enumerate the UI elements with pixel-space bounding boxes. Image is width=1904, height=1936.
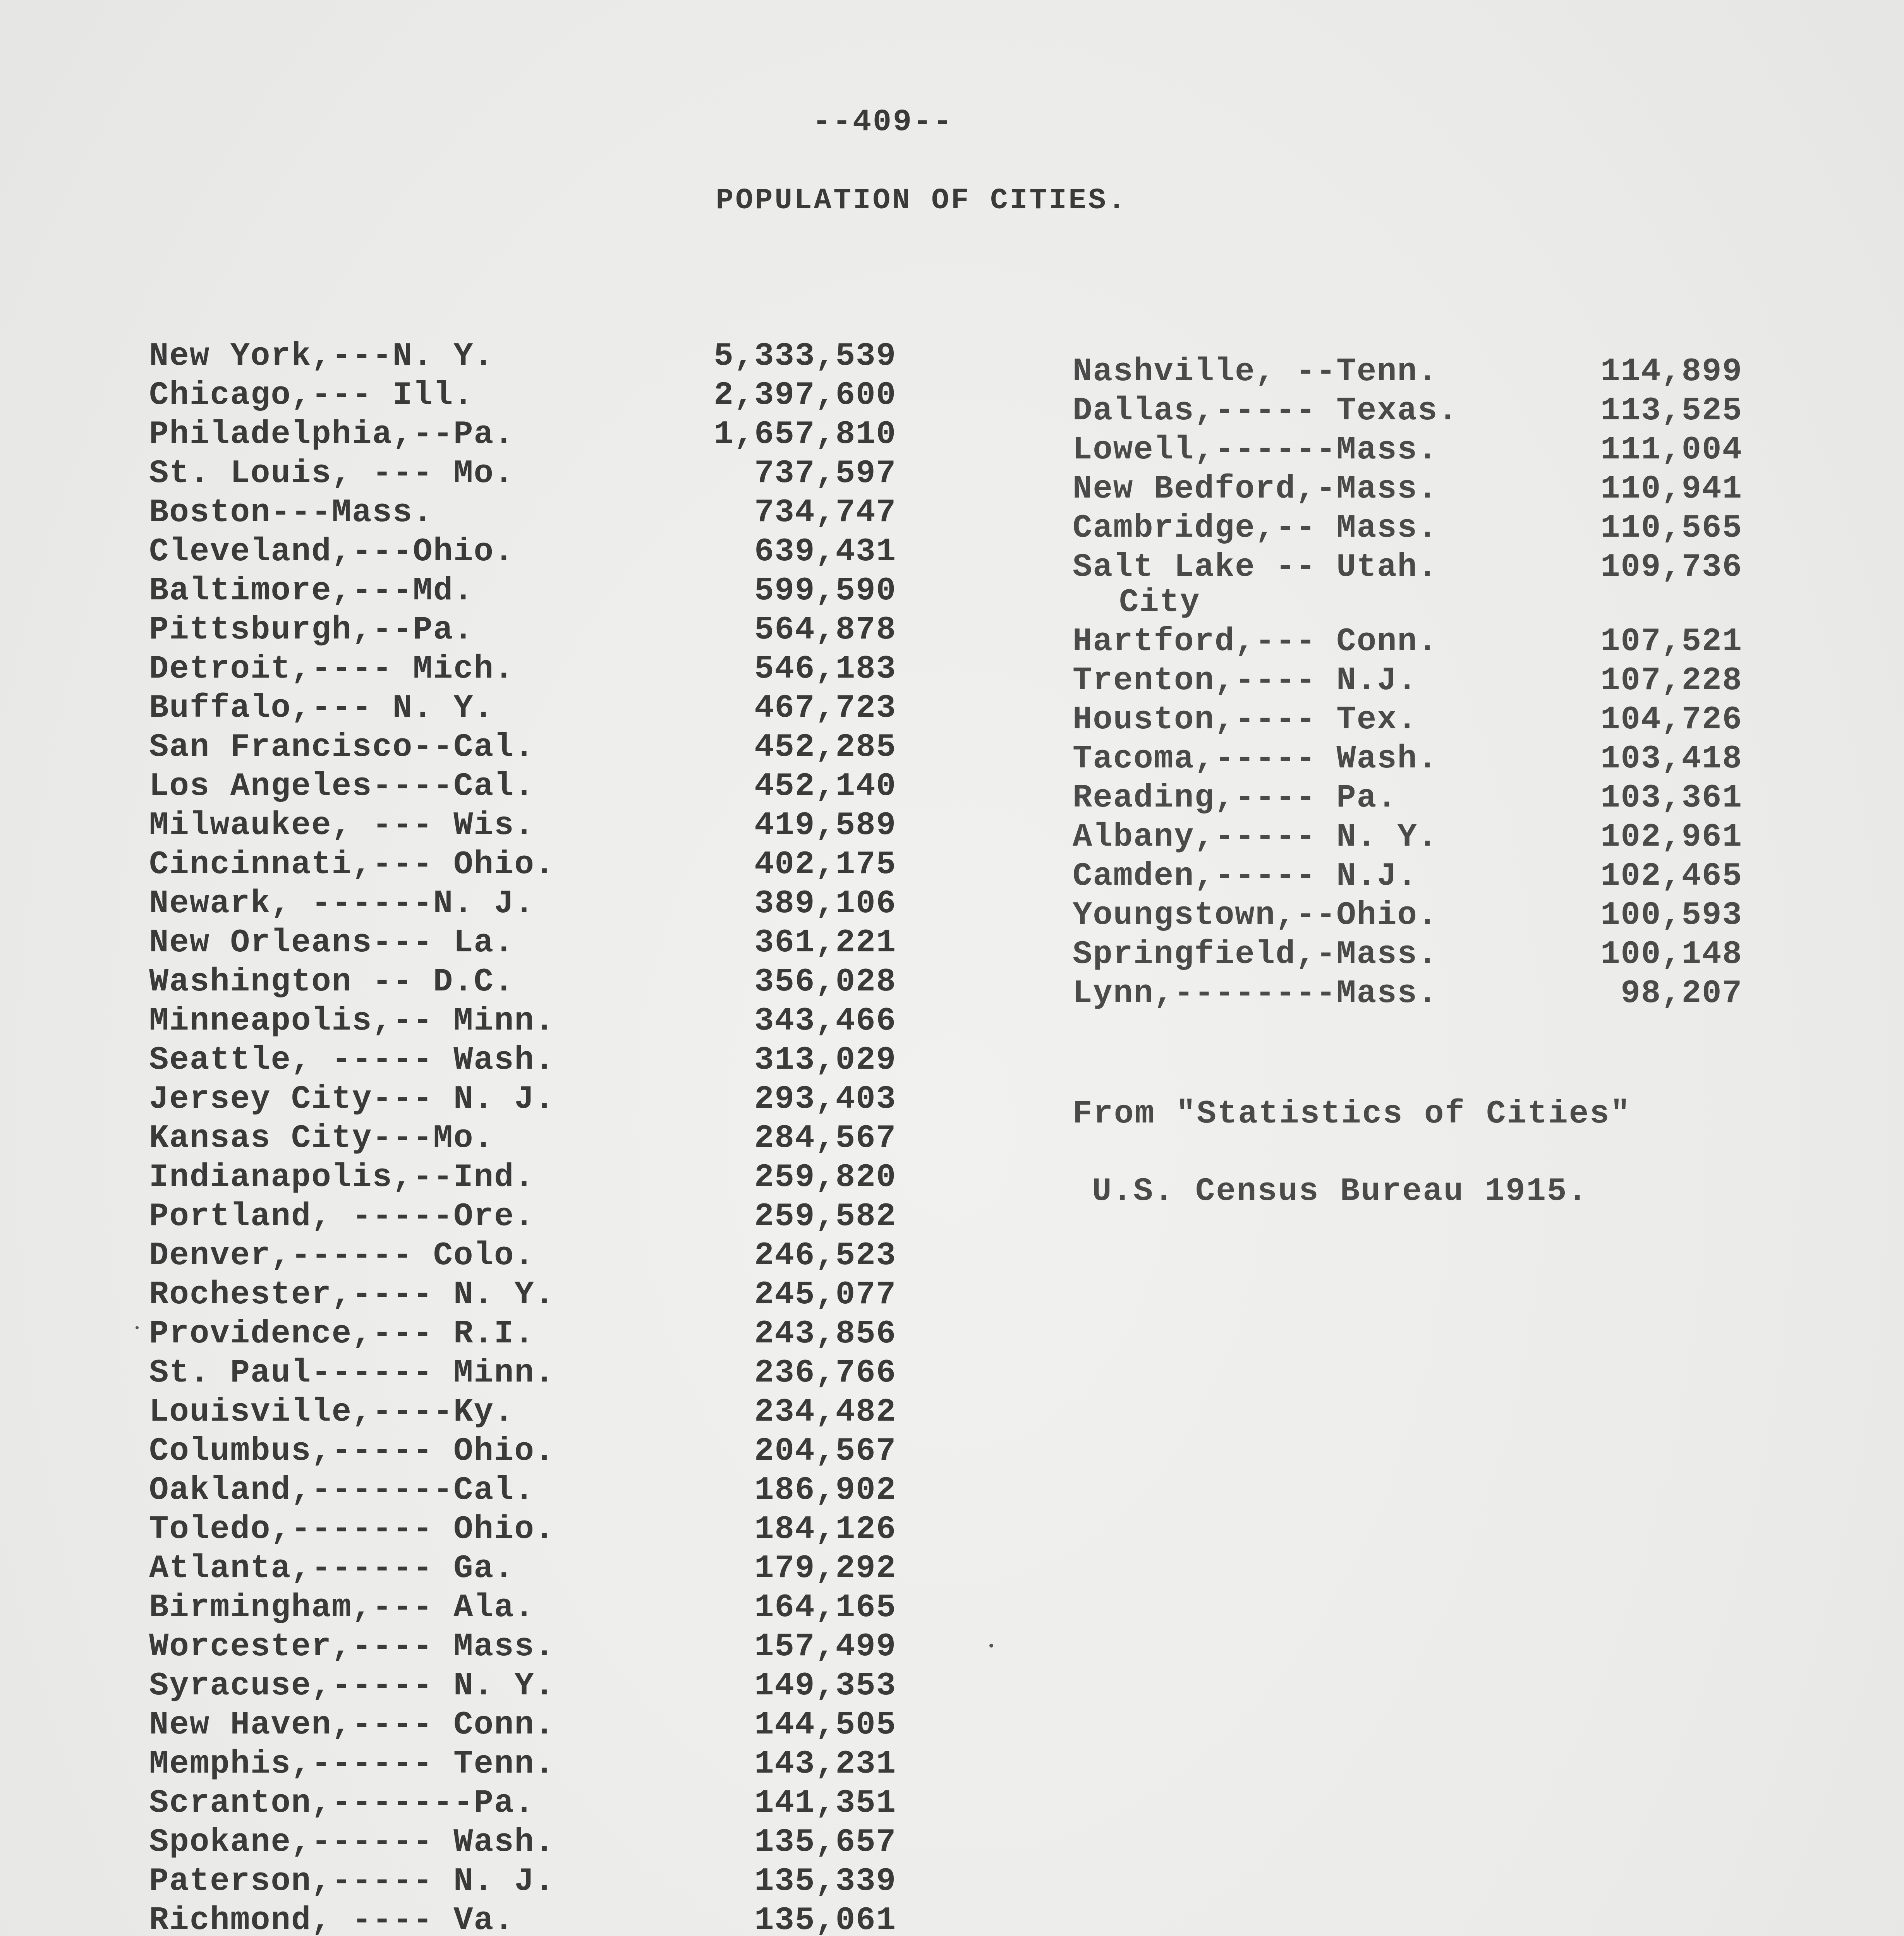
city-name: St. Louis, --- Mo. (149, 455, 515, 492)
city-row (149, 1002, 896, 1041)
city-name: Cambridge,-- Mass. (1073, 510, 1438, 547)
city-population: 109,736 (1600, 549, 1743, 586)
ink-speck (989, 1644, 993, 1648)
city-name: Portland, -----Ore. (149, 1198, 535, 1235)
city-name: Atlanta,------ Ga. (149, 1550, 515, 1587)
city-name: New Bedford,-Mass. (1073, 471, 1438, 508)
city-name: New Haven,---- Conn. (149, 1707, 555, 1744)
city-row (149, 884, 896, 923)
city-name: Philadelphia,--Pa. (149, 416, 515, 453)
city-row (149, 1823, 896, 1862)
city-population: 356,028 (754, 964, 896, 1001)
city-name: Rochester,---- N. Y. (149, 1277, 555, 1313)
city-population: 184,126 (754, 1511, 896, 1548)
city-name: Buffalo,--- N. Y. (149, 690, 494, 727)
city-row (1073, 857, 1743, 896)
city-name: Pittsburgh,--Pa. (149, 612, 474, 649)
city-population: 259,820 (754, 1159, 896, 1196)
city-population: 467,723 (754, 690, 896, 727)
city-name: Chicago,--- Ill. (149, 377, 474, 414)
city-row (149, 1588, 896, 1627)
city-row (149, 923, 896, 963)
city-row (149, 1745, 896, 1784)
city-population: 259,582 (754, 1198, 896, 1235)
city-name: Providence,--- R.I. (149, 1316, 535, 1352)
city-population: 245,077 (754, 1277, 896, 1313)
city-name: Nashville, --Tenn. (1073, 354, 1438, 390)
city-name: Springfield,-Mass. (1073, 936, 1438, 973)
city-population: 343,466 (754, 1003, 896, 1040)
city-population: 103,418 (1600, 741, 1743, 777)
city-name: Reading,---- Pa. (1073, 780, 1398, 817)
city-population: 104,726 (1600, 702, 1743, 738)
city-name: Denver,------ Colo. (149, 1237, 535, 1274)
city-row (1073, 935, 1743, 974)
city-population: 599,590 (754, 573, 896, 609)
city-name: Jersey City--- N. J. (149, 1081, 555, 1118)
city-name: Spokane,------ Wash. (149, 1824, 555, 1861)
city-name: St. Paul------ Minn. (149, 1355, 555, 1392)
city-name: Minneapolis,-- Minn. (149, 1003, 555, 1040)
city-row (149, 1706, 896, 1745)
city-name: Newark, ------N. J. (149, 886, 535, 922)
city-name: Birmingham,--- Ala. (149, 1589, 535, 1626)
city-row (1073, 818, 1743, 857)
city-name: Salt Lake -- Utah. (1073, 549, 1438, 586)
city-row (149, 767, 896, 806)
city-name: New York,---N. Y. (149, 338, 494, 375)
city-row (149, 1471, 896, 1510)
city-row (1073, 661, 1743, 700)
city-name: Lynn,--------Mass. (1073, 975, 1438, 1012)
city-population: 361,221 (754, 925, 896, 961)
city-row (149, 650, 896, 689)
city-row (149, 493, 896, 532)
city-row (1073, 391, 1743, 431)
city-population: 243,856 (754, 1316, 896, 1352)
city-population: 157,499 (754, 1629, 896, 1665)
city-row (1073, 509, 1743, 548)
city-name: Los Angeles----Cal. (149, 768, 535, 805)
city-population: 2,397,600 (714, 377, 896, 414)
city-name: Columbus,----- Ohio. (149, 1433, 555, 1470)
city-population: 293,403 (754, 1081, 896, 1118)
city-row (149, 1197, 896, 1236)
city-population: 204,567 (754, 1433, 896, 1470)
city-row (149, 337, 896, 376)
city-row (149, 611, 896, 650)
city-name: Hartford,--- Conn. (1073, 623, 1438, 660)
city-row (149, 376, 896, 415)
page-number: --409-- (812, 105, 954, 140)
city-name: San Francisco--Cal. (149, 729, 535, 766)
city-population: 734,747 (754, 494, 896, 531)
city-name: Memphis,------ Tenn. (149, 1746, 555, 1783)
city-name: Indianapolis,--Ind. (149, 1159, 535, 1196)
city-row (149, 689, 896, 728)
city-population: 143,231 (754, 1746, 896, 1783)
city-row (1073, 700, 1743, 740)
city-row (149, 1275, 896, 1315)
city-name: Albany,----- N. Y. (1073, 819, 1438, 856)
city-name: Kansas City---Mo. (149, 1120, 494, 1157)
city-population: 141,351 (754, 1785, 896, 1822)
city-name: Camden,----- N.J. (1073, 858, 1418, 895)
city-row (149, 1393, 896, 1432)
city-population: 313,029 (754, 1042, 896, 1079)
city-row (1073, 622, 1743, 661)
city-name: Louisville,----Ky. (149, 1394, 515, 1431)
city-name: Paterson,----- N. J. (149, 1863, 555, 1900)
city-population: 113,525 (1600, 393, 1743, 429)
city-row (149, 1315, 896, 1354)
city-name: Toledo,------- Ohio. (149, 1511, 555, 1548)
city-row (149, 806, 896, 845)
city-row (149, 1549, 896, 1588)
city-name: Scranton,-------Pa. (149, 1785, 535, 1822)
city-population: 179,292 (754, 1550, 896, 1587)
city-row (1073, 779, 1743, 818)
city-row (149, 963, 896, 1002)
city-population: 389,106 (754, 886, 896, 922)
city-population: 284,567 (754, 1120, 896, 1157)
city-population: 5,333,539 (714, 338, 896, 375)
left-population-column (149, 337, 896, 1936)
city-row (149, 1354, 896, 1393)
city-name: Baltimore,---Md. (149, 573, 474, 609)
city-row (149, 532, 896, 572)
city-row (1073, 896, 1743, 935)
city-row (149, 1041, 896, 1080)
city-name: Dallas,----- Texas. (1073, 393, 1458, 429)
city-population: 419,589 (754, 807, 896, 844)
city-row (149, 1667, 896, 1706)
city-name: Cincinnati,--- Ohio. (149, 846, 555, 883)
city-row (1073, 470, 1743, 509)
city-population: 234,482 (754, 1394, 896, 1431)
source-publisher: U.S. Census Bureau 1915. (1092, 1173, 1588, 1210)
city-name: Washington -- D.C. (149, 964, 515, 1001)
city-name: Boston---Mass. (149, 494, 433, 531)
city-population: 144,505 (754, 1707, 896, 1744)
city-population: 135,657 (754, 1824, 896, 1861)
city-population: 135,061 (754, 1902, 896, 1936)
city-name: Detroit,---- Mich. (149, 651, 515, 688)
city-row (149, 1158, 896, 1197)
city-row (149, 1901, 896, 1936)
city-population: 111,004 (1600, 432, 1743, 469)
city-row (1073, 548, 1743, 622)
city-population: 1,657,810 (714, 416, 896, 453)
city-row (149, 1432, 896, 1471)
city-population: 102,465 (1600, 858, 1743, 895)
city-population: 110,941 (1600, 471, 1743, 508)
city-name: Syracuse,----- N. Y. (149, 1668, 555, 1704)
city-row (149, 1784, 896, 1823)
city-population: 102,961 (1600, 819, 1743, 856)
city-name: Oakland,-------Cal. (149, 1472, 535, 1509)
city-row (1073, 974, 1743, 1013)
city-population: 100,593 (1600, 897, 1743, 934)
city-population: 246,523 (754, 1237, 896, 1274)
city-name: Trenton,---- N.J. (1073, 662, 1418, 699)
city-population: 452,285 (754, 729, 896, 766)
city-name: Seattle, ----- Wash. (149, 1042, 555, 1079)
city-population: 135,339 (754, 1863, 896, 1900)
page-title: POPULATION OF CITIES. (716, 184, 1128, 217)
ink-speck (136, 1326, 139, 1329)
city-population: 737,597 (754, 455, 896, 492)
city-row (1073, 431, 1743, 470)
city-population: 107,228 (1600, 662, 1743, 699)
city-population: 100,148 (1600, 936, 1743, 973)
city-name: Lowell,------Mass. (1073, 432, 1438, 469)
city-name: Youngstown,--Ohio. (1073, 897, 1438, 934)
source-citation: From "Statistics of Cities" (1073, 1096, 1631, 1133)
city-row (149, 1862, 896, 1901)
city-row (149, 415, 896, 454)
city-population: 103,361 (1600, 780, 1743, 817)
city-name: Houston,---- Tex. (1073, 702, 1418, 738)
city-row (149, 1510, 896, 1549)
city-row (149, 728, 896, 767)
city-population: 98,207 (1621, 975, 1743, 1012)
city-population: 452,140 (754, 768, 896, 805)
city-row (149, 1080, 896, 1119)
city-population: 186,902 (754, 1472, 896, 1509)
city-population: 110,565 (1600, 510, 1743, 547)
city-name: Tacoma,----- Wash. (1073, 741, 1438, 777)
city-population: 107,521 (1600, 623, 1743, 660)
city-name-continuation: City (1119, 584, 1200, 621)
city-name: Worcester,---- Mass. (149, 1629, 555, 1665)
right-population-column (1073, 352, 1743, 1013)
city-population: 402,175 (754, 846, 896, 883)
city-name: Milwaukee, --- Wis. (149, 807, 535, 844)
city-population: 149,353 (754, 1668, 896, 1704)
city-row (149, 1236, 896, 1275)
city-population: 639,431 (754, 534, 896, 570)
city-population: 564,878 (754, 612, 896, 649)
city-row (149, 454, 896, 493)
city-name: Richmond, ---- Va. (149, 1902, 515, 1936)
city-row (1073, 352, 1743, 391)
city-row (149, 572, 896, 611)
city-name: New Orleans--- La. (149, 925, 515, 961)
city-population: 546,183 (754, 651, 896, 688)
city-population: 164,165 (754, 1589, 896, 1626)
city-row (149, 1627, 896, 1667)
city-row (149, 1119, 896, 1158)
city-population: 114,899 (1600, 354, 1743, 390)
city-population: 236,766 (754, 1355, 896, 1392)
city-row (149, 845, 896, 884)
city-name: Cleveland,---Ohio. (149, 534, 515, 570)
city-row (1073, 740, 1743, 779)
